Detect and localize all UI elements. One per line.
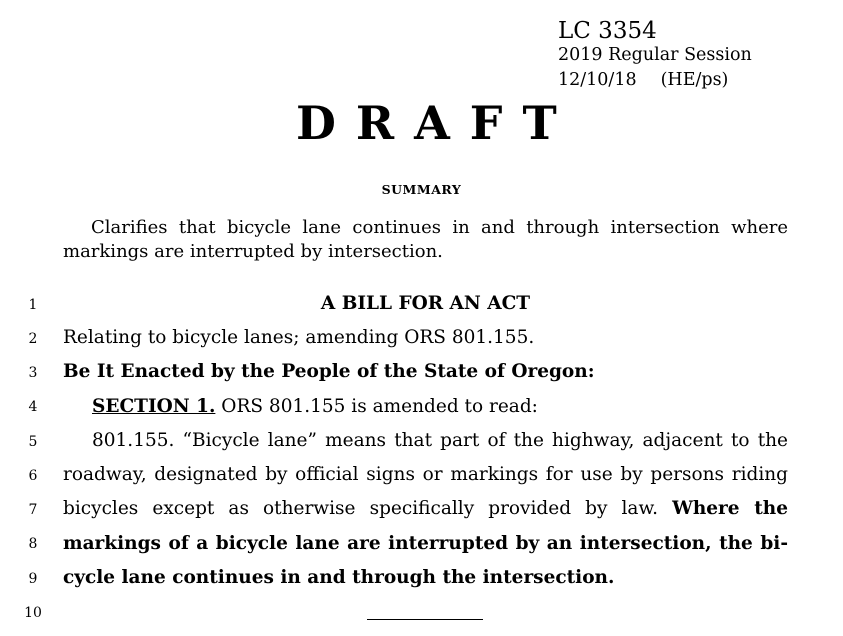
draft-date: 12/10/18 (558, 70, 637, 90)
enacting-clause: Be It Enacted by the People of the State of Oregon: (63, 361, 595, 382)
line-number: 7 (28, 502, 38, 518)
body-line-8: markings of a bicycle lane are interrupted by an intersection, the bi- (63, 533, 788, 554)
line-number: 5 (28, 434, 38, 450)
summary-text: Clarifies that bicycle lane continues in and through intersection where markings are interrupted by intersection. (63, 217, 788, 262)
line-number: 2 (28, 331, 38, 347)
line-number: 8 (28, 536, 38, 552)
body-line-9: cycle lane continues in and through the intersection. (63, 567, 615, 588)
section-heading-line (63, 396, 788, 417)
line-number: 3 (28, 365, 38, 381)
body-line-7 (63, 498, 788, 522)
document-header (558, 20, 752, 97)
line-number: 9 (28, 571, 38, 587)
body-line-6: roadway, designated by official signs or markings for use by persons riding (63, 464, 788, 485)
section-text: ORS 801.155 is amended to read: (215, 396, 538, 417)
session-label: 2019 Regular Session (558, 45, 752, 65)
drafter-initials: (HE/ps) (660, 70, 729, 90)
date-line (558, 72, 752, 97)
line-number: 4 (28, 399, 38, 415)
end-rule (367, 619, 483, 620)
body-line-7-amendment: Where the (672, 498, 788, 519)
line-number: 6 (28, 468, 38, 484)
lc-number: LC 3354 (558, 18, 657, 44)
section-label: SECTION 1. (92, 396, 216, 417)
relating-clause: Relating to bicycle lanes; amending ORS 801.155. (63, 327, 535, 348)
summary-heading: SUMMARY (381, 182, 462, 197)
draft-watermark: DRAFT (296, 96, 577, 150)
body-line-5: 801.155. “Bicycle lane” means that part of the highway, adjacent to the (92, 430, 788, 451)
line-number: 10 (24, 605, 42, 621)
line-number: 1 (28, 297, 38, 313)
bill-title: A BILL FOR AN ACT (320, 293, 531, 314)
body-line-7-plain: bicycles except as otherwise specifically provided by law. (63, 498, 673, 519)
